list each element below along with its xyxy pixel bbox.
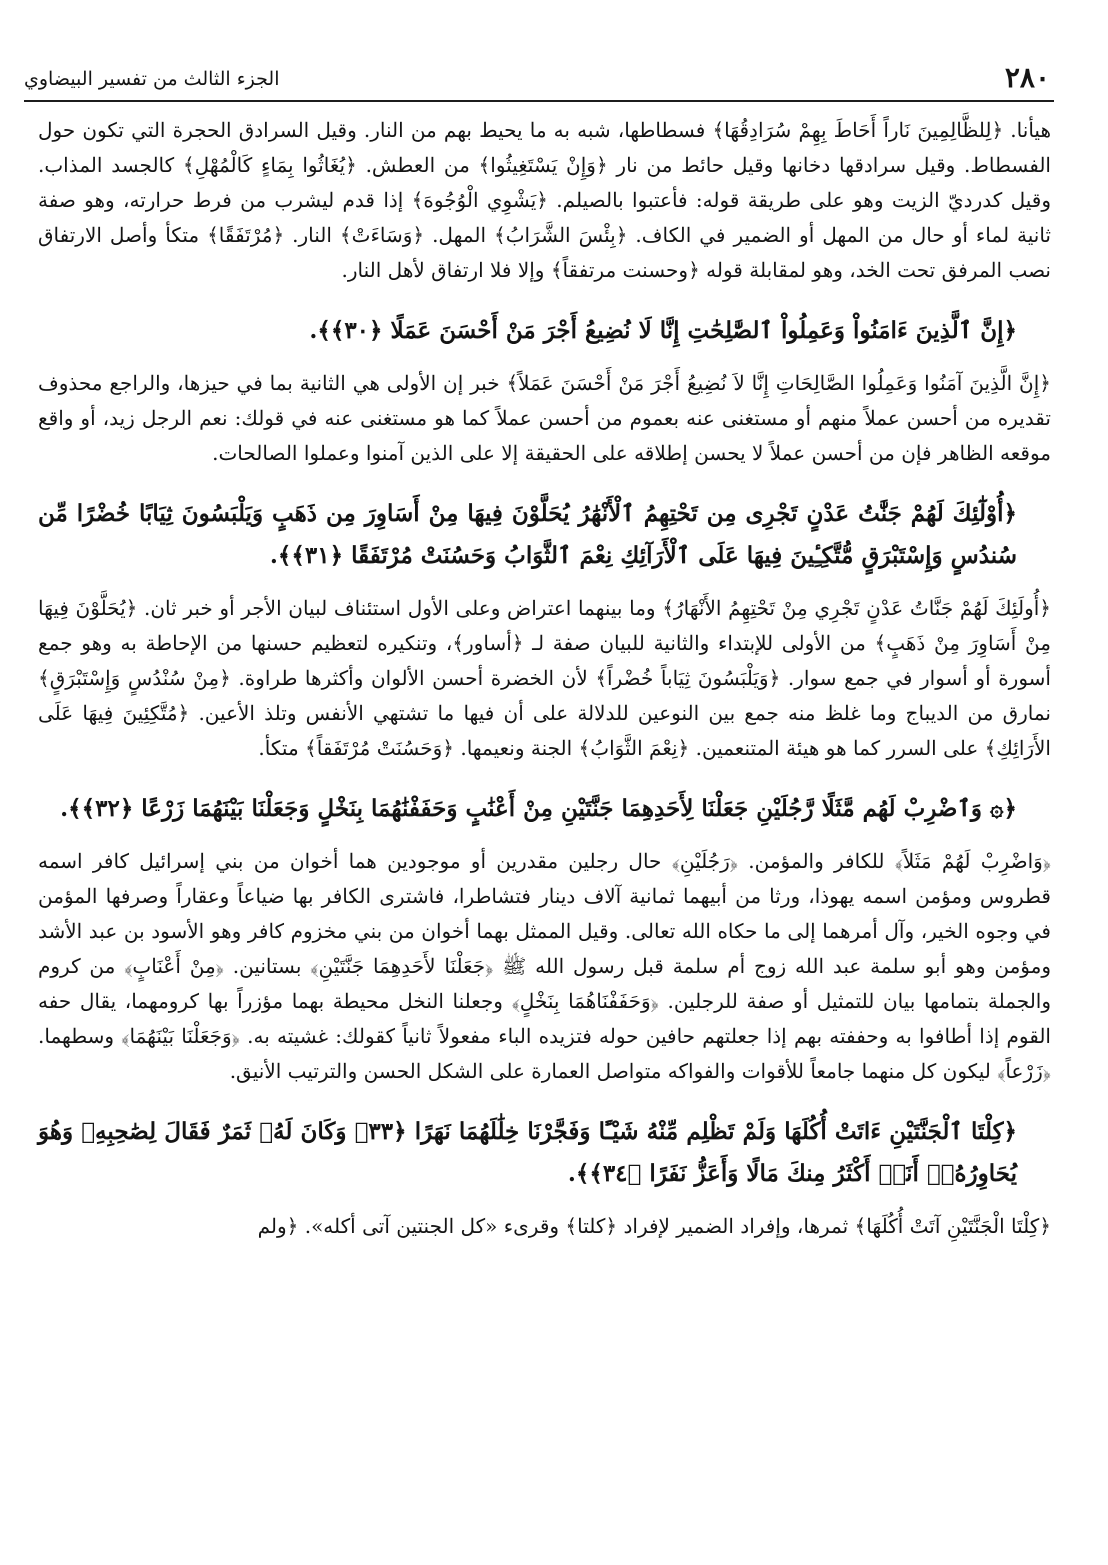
page-number: ٢٨٠: [1004, 61, 1050, 94]
header-divider: [24, 100, 1054, 102]
page-body: [38, 113, 1051, 1244]
commentary-paragraph: ﴿كِلْتَا الْجَنَّتَيْنِ آتَتْ أُكُلَهَا﴾ ثمرها، وإفراد الضمير لإفراد ﴿كلتا﴾ وقرىء «كل الجنتين آتى أكله». ﴿ولم: [257, 1214, 1051, 1238]
commentary-paragraph: ﴿وَاضْرِبْ لَهُمْ مَثَلاً﴾ للكافر والمؤمن. ﴿رَجُلَيْنِ﴾ حال رجلين مقدرين أو موجودين هما أخوان من بني إسرائيل كافر اسمه قطروس ومؤمن اسمه يهوذا، ورثا من أبيهما ثمانية آلاف دينار فتشاطرا، فاشترى الكافر بها ضياعاً وعقاراً وصرفها المؤمن في وجوه الخير، وآل أمرهما إلى ما حكاه الله تعالى. وقيل الممثل بهما أخوان من بني مخزوم كافر وهو الأسود بن عبد الأشد ومؤمن وهو أبو سلمة عبد الله زوج أم سلمة قبل رسول الله ﷺ ﴿جَعَلْنَا لأَحَدِهِمَا جَنَّتَيْنِ﴾ بستانين. ﴿مِنْ أَعْنَابٍ﴾ من كروم والجملة بتمامها بيان للتمثيل أو صفة للرجلين. ﴿وَحَفَفْنَاهُمَا بِنَخْلٍ﴾ وجعلنا النخل محيطة بهما مؤزراً بها كرومهما، يقال حفه القوم إذا أطافوا به وحففته بهم إذا جعلتهم حافين حوله فتزيده الباء مفعولاً ثانياً كقولك: غشيته به. ﴿وَجَعَلْنَا بَيْنَهُمَا﴾ وسطهما. ﴿زَرْعاً﴾ ليكون كل منهما جامعاً للأقوات والفواكه متواصل العمارة على الشكل الحسن والترتيب الأنيق.: [38, 849, 1052, 1083]
quran-verse-31: ﴿أُوْلَٰٓئِكَ لَهُمْ جَنَّٰتُ عَدْنٍ تَجْرِى مِن تَحْتِهِمُ ٱلْأَنْهَٰرُ يُحَلَّوْنَ فِيهَا مِنْ أَسَاوِرَ مِن ذَهَبٍ وَيَلْبَسُونَ ثِيَابًا خُضْرًا مِّن سُندُسٍ وَإِسْتَبْرَقٍ مُّتَّكِـِٔينَ فِيهَا عَلَى ٱلْأَرَآئِكِ نِعْمَ ٱلثَّوَابُ وَحَسُنَتْ مُرْتَفَقًا ﴿٣١﴾﴾.: [38, 500, 1017, 569]
quran-verse-32: ﴿۞ وَٱضْرِبْ لَهُم مَّثَلًا رَّجُلَيْنِ جَعَلْنَا لِأَحَدِهِمَا جَنَّتَيْنِ مِنْ أَعْنَٰبٍ وَحَفَفْنَٰهُمَا بِنَخْلٍ وَجَعَلْنَا بَيْنَهُمَا زَرْعًا ﴿٣٢﴾﴾.: [60, 795, 1017, 822]
page-header: [24, 60, 1050, 96]
quran-verses-33-34: ﴿كِلْتَا ٱلْجَنَّتَيْنِ ءَاتَتْ أُكُلَهَا وَلَمْ تَظْلِم مِّنْهُ شَيْـًٔا وَفَجَّرْنَا خِلَٰلَهُمَا نَهَرًا ﴿٣٣﴾ وَكَانَ لَهُۥ ثَمَرٌ فَقَالَ لِصَٰحِبِهِۦ وَهُوَ يُحَاوِرُهُۥٓ أَنَا۠ أَكْثَرُ مِنكَ مَالًا وَأَعَزُّ نَفَرًا ﴿٣٤﴾﴾.: [38, 1118, 1018, 1187]
running-title: الجزء الثالث من تفسير البيضاوي: [24, 68, 280, 90]
quran-verse-30: ﴿إِنَّ ٱلَّذِينَ ءَامَنُواْ وَعَمِلُواْ ٱلصَّٰلِحَٰتِ إِنَّا لَا نُضِيعُ أَجْرَ مَنْ أَحْسَنَ عَمَلًا ﴿٣٠﴾﴾.: [309, 317, 1017, 344]
commentary-paragraph: ﴿إِنَّ الَّذِينَ آمَنُوا وَعَمِلُوا الصَّالِحَاتِ إِنَّا لاَ نُضِيعُ أَجْرَ مَنْ أَحْسَنَ عَمَلاً﴾ خبر إن الأولى هي الثانية بما في حيزها، والراجع محذوف تقديره من أحسن عملاً منهم أو مستغنى عنه بعموم من أحسن عملاً كما هو مستغنى عنه في قولك: نعم الرجل زيد، أو واقع موقعه الظاهر فإن من أحسن عملاً لا يحسن إطلاقه على الحقيقة إلا على الذين آمنوا وعملوا الصالحات.: [38, 371, 1051, 465]
commentary-paragraph: ﴿أُولَئِكَ لَهُمْ جَنَّاتُ عَدْنٍ تَجْرِي مِنْ تَحْتِهِمُ الأَنْهَارُ﴾ وما بينهما اعتراض وعلى الأول استئناف لبيان الأجر أو خبر ثان. ﴿يُحَلَّوْنَ فِيهَا مِنْ أَسَاوِرَ مِنْ ذَهَبٍ﴾ من الأولى للإبتداء والثانية للبيان صفة لـ ﴿أساور﴾، وتنكيره لتعظيم حسنها من الإحاطة به وهو جمع أسورة أو أسوار في جمع سوار. ﴿وَيَلْبَسُونَ ثِيَاباً خُضْراً﴾ لأن الخضرة أحسن الألوان وأكثرها طراوة. ﴿مِنْ سُنْدُسٍ وَإِسْتَبْرَقٍ﴾ نمارق من الديباج وما غلظ منه جمع بين النوعين للدلالة على أن فيها ما تشتهي الأنفس وتلذ الأعين. ﴿مُتَّكِئِينَ فِيهَا عَلَى الأَرَائِكِ﴾ على السرر كما هو هيئة المتنعمين. ﴿نِعْمَ الثَّوَابُ﴾ الجنة ونعيمها. ﴿وَحَسُنَتْ مُرْتَفَقاً﴾ متكأ.: [38, 596, 1051, 760]
commentary-paragraph: هيأنا. ﴿لِلظَّالِمِينَ نَاراً أَحَاطَ بِهِمْ سُرَادِقُهَا﴾ فسطاطها، شبه به ما يحيط بهم من النار. وقيل السرادق الحجرة التي تكون حول الفسطاط. وقيل سرادقها دخانها وقيل حائط من نار ﴿وَإِنْ يَسْتَغِيثُوا﴾ من العطش. ﴿يُغَاثُوا بِمَاءٍ كَالْمُهْلِ﴾ كالجسد المذاب. وقيل كدرديّ الزيت وهو على طريقة قوله: فأعتبوا بالصيلم. ﴿يَشْوِي الْوُجُوهَ﴾ إذا قدم ليشرب من فرط حرارته، وهو صفة ثانية لماء أو حال من المهل أو الضمير في الكاف. ﴿بِئْسَ الشَّرَابُ﴾ المهل. ﴿وَسَاءَتْ﴾ النار. ﴿مُرْتَفَقًا﴾ متكأ وأصل الارتفاق نصب المرفق تحت الخد، وهو لمقابلة قوله ﴿وحسنت مرتفقاً﴾ وإلا فلا ارتفاق لأهل النار.: [38, 118, 1052, 282]
